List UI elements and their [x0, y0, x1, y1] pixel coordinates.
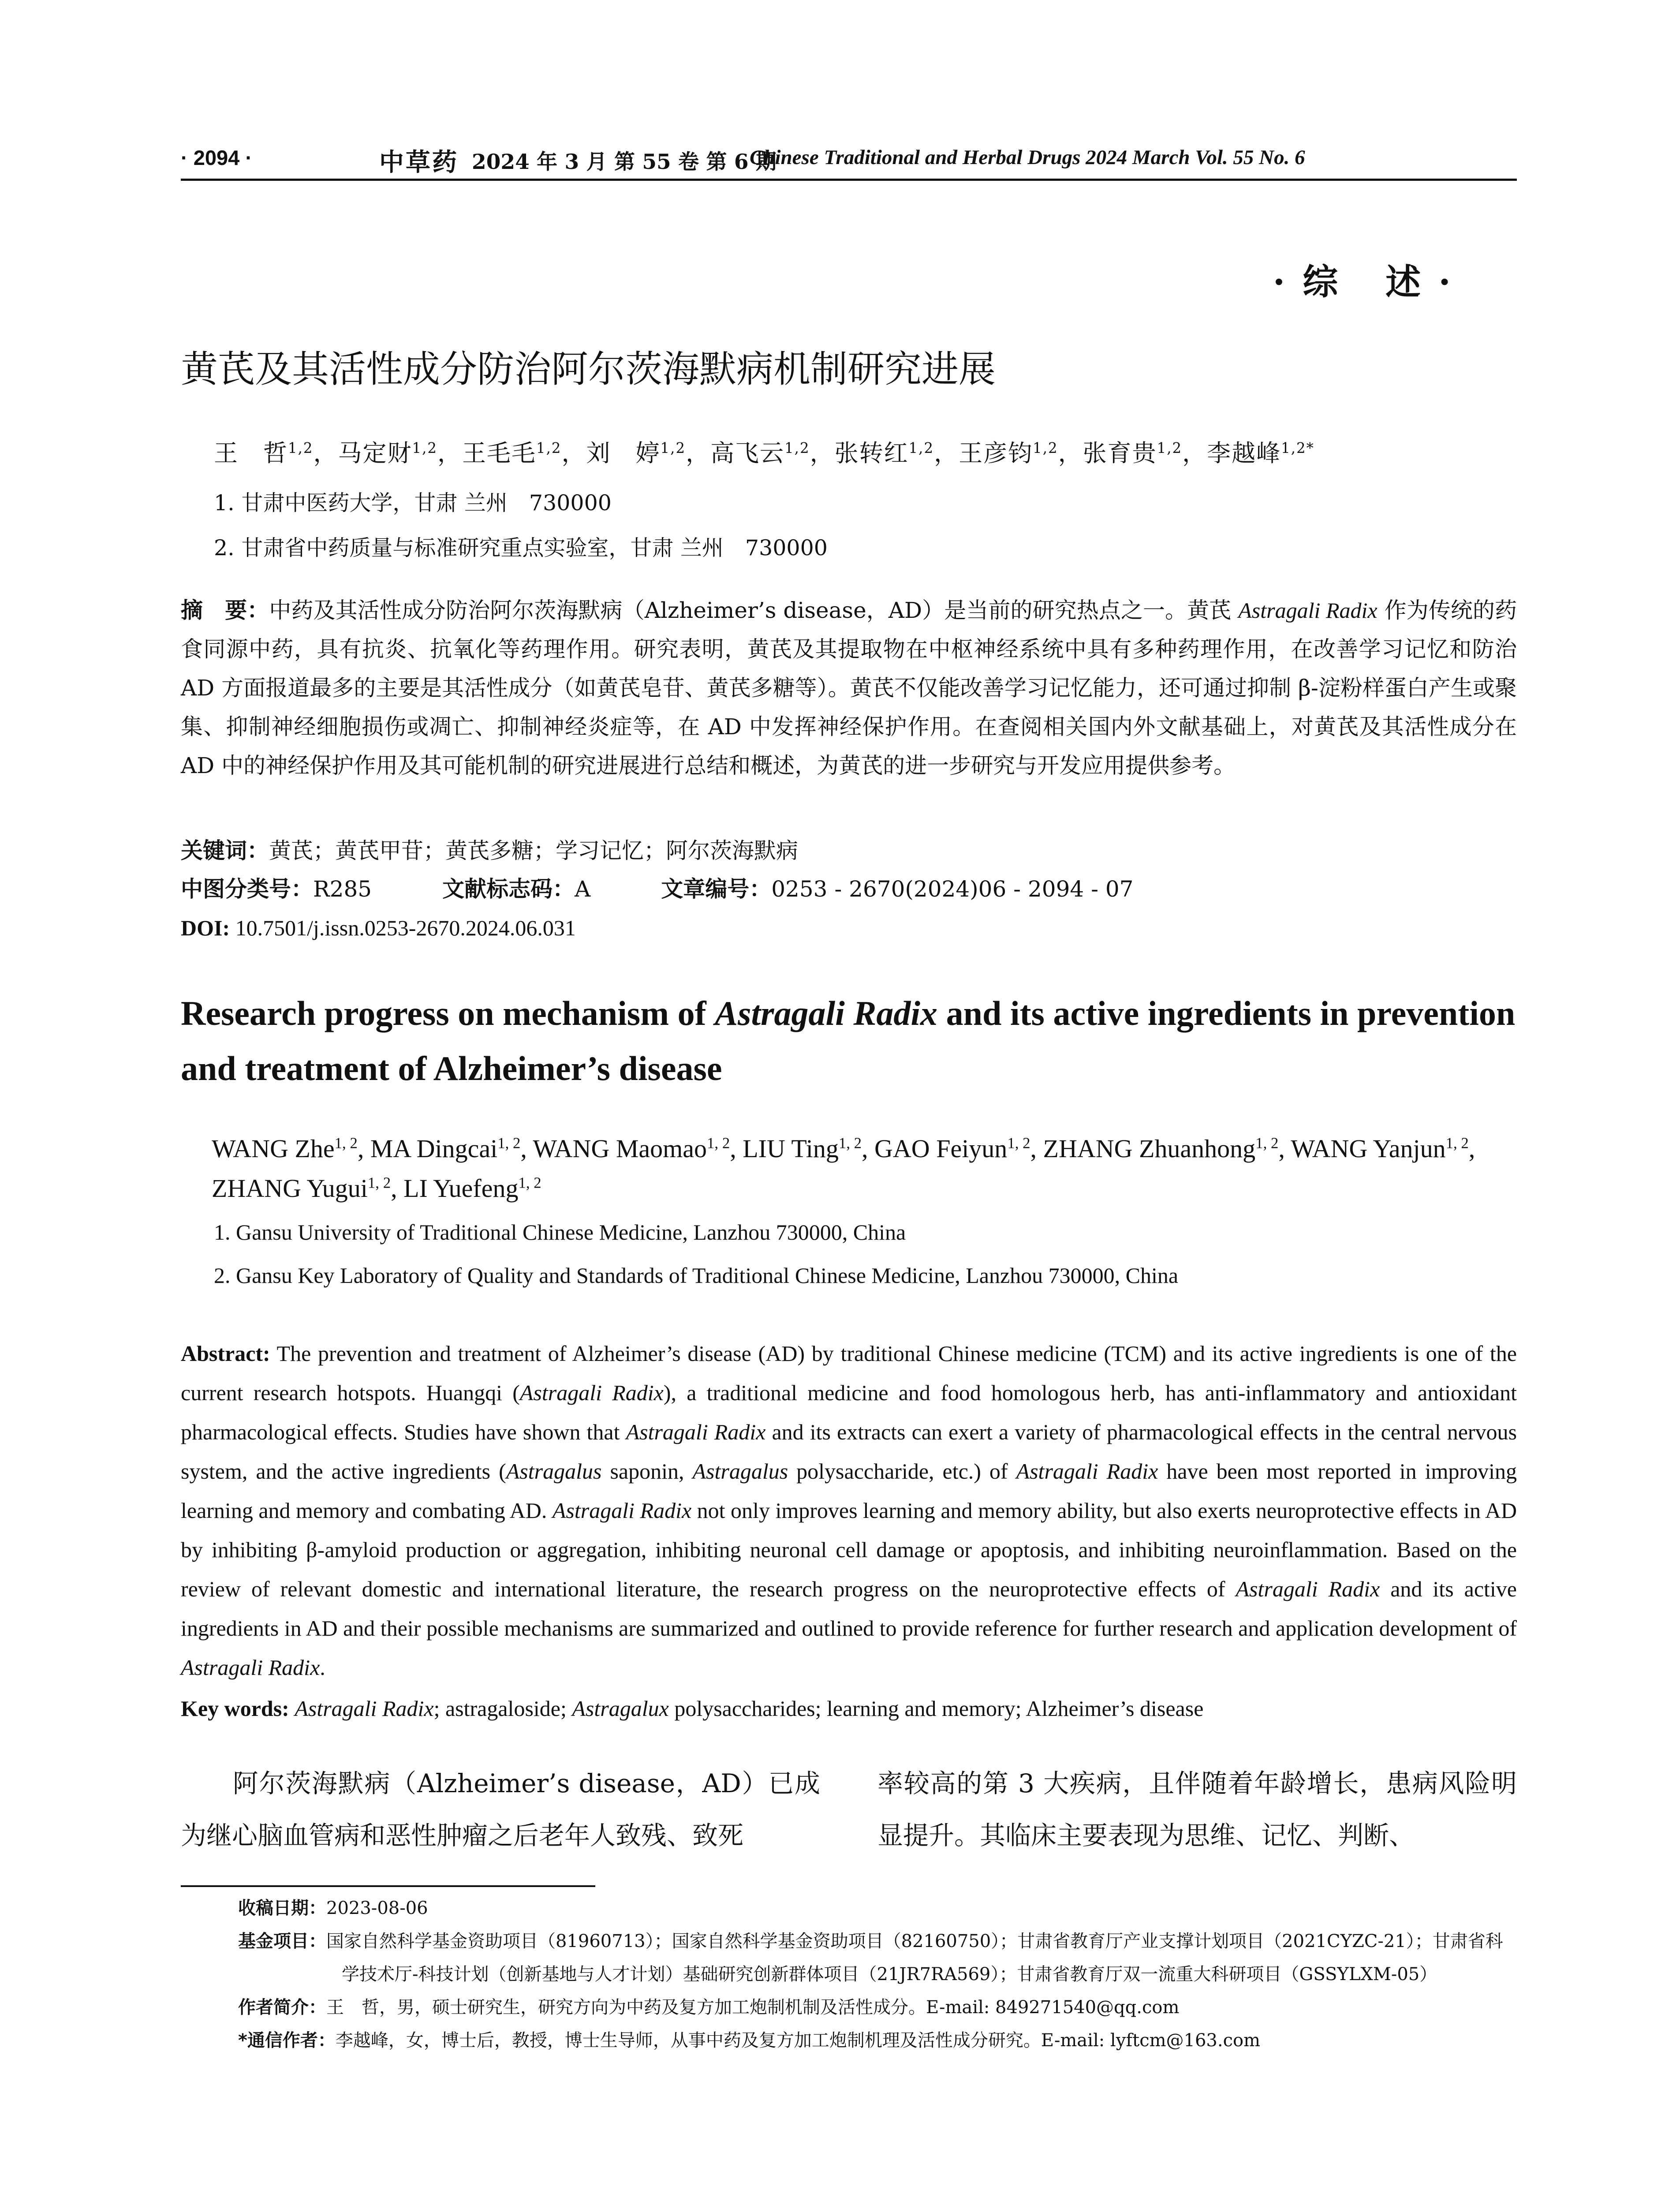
footnote-author [238, 1991, 1517, 2024]
author-affiliation-mark: 1, 2 [367, 1174, 391, 1192]
doc-code-value: A [575, 876, 591, 902]
keywords-en-italic: Astragalux [572, 1696, 669, 1721]
author-name: WANG Zhe [212, 1134, 335, 1163]
author-en [533, 1134, 730, 1163]
author-name: ZHANG Zhuanhong [1043, 1134, 1256, 1163]
author-name: MA Dingcai [370, 1134, 498, 1163]
title-en-italic: Astragali Radix [715, 994, 938, 1032]
author-en [1043, 1134, 1279, 1163]
title-en-part-1: Research progress on mechanism of [181, 994, 715, 1032]
journal-name-cn: 中草药 [379, 148, 459, 177]
author-affiliation-mark: 1,2 [908, 440, 934, 456]
author-cn [1083, 439, 1183, 467]
doi-value[interactable]: 10.7501/j.issn.0253-2670.2024.06.031 [235, 916, 576, 940]
footnote-fund [238, 1925, 1517, 1991]
keywords-en-text: ; astragaloside; [433, 1696, 572, 1721]
abstract-en-italic: Astragalus [692, 1459, 788, 1484]
author-affiliation-mark: 1,2 [536, 440, 562, 456]
author-name: GAO Feiyun [874, 1134, 1008, 1163]
abstract-cn-text-2: 作为传统的药食同源中药，具有抗炎、抗氧化等药理作用。研究表明，黄芪及其提取物在中枢神经系统中具有多种药理作用，在改善学习记忆和防治 AD 方面报道最多的主要是其活性成分（如黄芪皂苷、黄芪多糖等）。黄芪不仅能改善学习记忆能力，还可通过抑制 β-淀粉样蛋白产生或聚集、抑制神经细胞损伤或凋亡、抑制神经炎症等，在 AD 中发挥神经保护作用。在查阅相关国内外文献基础上，对黄芪及其活性成分在 AD 中的神经保护作用及其可能机制的研究进展进行总结和概述，为黄芪的进一步研究与开发应用提供参考。 [181, 598, 1517, 778]
author-affiliation-mark: 1,2 [1033, 440, 1058, 456]
abstract-cn-latin: Astragali Radix [1238, 598, 1378, 623]
keywords-en-text: polysaccharides; learning and memory; Alzheimer’s disease [668, 1696, 1204, 1721]
abstract-cn-text-1: 中药及其活性成分防治阿尔茨海默病（Alzheimer’s disease，AD）是当前的研究热点之一。黄芪 [269, 598, 1239, 623]
column-tag: ·综 述· [1273, 261, 1468, 303]
abstract-cn [181, 591, 1517, 785]
abstract-en-italic: Astragali Radix [1016, 1459, 1158, 1484]
keywords-cn-label: 关键词： [181, 838, 269, 863]
author-name: 张转红 [834, 439, 909, 467]
affiliation-cn-2: 2. 甘肃省中药质量与标准研究重点实验室，甘肃 兰州 730000 [214, 535, 828, 561]
author-name: WANG Maomao [533, 1134, 707, 1163]
author-affiliation-mark: 1,2* [1281, 440, 1314, 456]
abstract-en-seg: and its extracts can exert a variety of pharmacological effects in the central nervous system, and the active ingredients ( [181, 1420, 1517, 1484]
title-en [181, 986, 1517, 1096]
body-text-left: 阿尔茨海默病（Alzheimer’s disease，AD）已成为继心脑血管病和恶性肿瘤之后老年人致残、致死 [181, 1768, 820, 1850]
clc-label: 中图分类号： [181, 876, 313, 902]
author-en [212, 1174, 391, 1203]
abstract-en-seg: ), a traditional medicine and food homologous herb, has anti-inflammatory and antioxidant pharmacological effects. Studies have shown that [181, 1380, 1517, 1444]
author-name: ZHANG Yugui [212, 1174, 368, 1203]
title-en-part-2: and its active ingredients in prevention and treatment of Alzheimer’s disease [181, 994, 1516, 1088]
footnotes [238, 1892, 1517, 2057]
abstract-en [181, 1334, 1517, 1687]
author-affiliation-mark: 1, 2 [838, 1134, 862, 1152]
article-number-value: 0253 - 2670(2024)06 - 2094 - 07 [771, 876, 1134, 902]
running-header [181, 146, 1517, 179]
author-affiliation-mark: 1,2 [412, 440, 438, 456]
author-en [874, 1134, 1030, 1163]
abstract-en-italic: Astragali Radix [1236, 1577, 1380, 1601]
author-en [1291, 1134, 1468, 1163]
received-date: 2023-08-06 [326, 1898, 428, 1918]
authors-en: WANG Zhe$^{1, 2}$, MA Dingcai$^{1, 2}$, WANG Maomao$^{1, 2}$, LIU Ting$^{1, 2}$, GAO Feiyun$^{1, 2}$, ZHANG Zhuanhong$^{1, 2}$, WANG Yanjun$^{1, 2}$, ZHANG Yugui$^{1, 2}$, LI Yuefeng$^{1, 2}$ [212, 1134, 1475, 1203]
author-affiliation-mark: 1, 2 [1255, 1134, 1279, 1152]
abstract-en-italic: Astragali Radix [519, 1380, 664, 1405]
doi-line [181, 908, 1517, 947]
affiliations-cn [214, 481, 828, 571]
abstract-en-seg: polysaccharide, etc.) of [788, 1459, 1016, 1484]
doi-label: DOI: [181, 916, 230, 940]
author-cn [586, 439, 686, 467]
author-name: 张育贵 [1083, 439, 1157, 467]
author-affiliation-mark: 1, 2 [518, 1174, 541, 1192]
author-cn [835, 439, 934, 467]
corresponding-text: 李越峰，女，博士后，教授，博士生导师，从事中药及复方加工炮制机理及活性成分研究。E-mail: lyftcm@163.com [335, 2030, 1261, 2051]
author-cn [959, 439, 1058, 467]
author-affiliation-mark: 1,2 [1157, 440, 1183, 456]
author-name: 王 哲 [214, 439, 288, 467]
author-en [743, 1134, 862, 1163]
author-affiliation-mark: 1,2 [784, 440, 810, 456]
footnote-corresponding [238, 2024, 1517, 2057]
author-name: 王彦钧 [959, 439, 1033, 467]
affiliation-cn-1: 1. 甘肃中医药大学，甘肃 兰州 730000 [214, 490, 612, 516]
author-affiliation-mark: 1, 2 [1007, 1134, 1030, 1152]
author-affiliation-mark: 1, 2 [334, 1134, 358, 1152]
abstract-en-italic: Astragali Radix [552, 1498, 692, 1523]
author-name: 李越峰 [1207, 439, 1281, 467]
fund-label: 基金项目： [238, 1931, 326, 1951]
received-label: 收稿日期： [238, 1898, 326, 1918]
author-en [212, 1134, 358, 1163]
body-column-left [181, 1757, 820, 1861]
header-rule [181, 179, 1517, 181]
body-column-right [877, 1757, 1517, 1861]
page-number: · 2094 · [181, 146, 252, 169]
classification-line [181, 870, 1517, 908]
body-text-right: 率较高的第 3 大疾病，且伴随着年龄增长，患病风险明显提升。其临床主要表现为思维、记忆、判断、 [877, 1768, 1517, 1850]
keywords-en [181, 1689, 1517, 1728]
abstract-en-seg: not only improves learning and memory ability, but also exerts neuroprotective effects in AD by inhibiting β-amyloid production or aggregation, inhibiting neuronal cell damage or apoptosis, and inhibiting neuroinflammation. Based on the review of relevant domestic and international literature, the research progress on the neuroprotective effects of [181, 1498, 1517, 1601]
author-name: WANG Yanjun [1291, 1134, 1446, 1163]
author-affiliation-mark: 1, 2 [1445, 1134, 1469, 1152]
title-cn: 黄芪及其活性成分防治阿尔茨海默病机制研究进展 [181, 348, 996, 391]
author-bio-text: 王 哲，男，硕士研究生，研究方向为中药及复方加工炮制机制及活性成分。E-mail: 849271540@qq.com [326, 1997, 1180, 2018]
authors-cn: 王 哲$^{1,2}$，马定财$^{1,2}$，王毛毛$^{1,2}$，刘 婷$^{1,2}$，高飞云$^{1,2}$，张转红$^{1,2}$，王彦钧$^{1,2}$，张育贵$^{1,2}$，李越峰$^{1,2*}$ [214, 439, 1314, 467]
author-affiliation-mark: 1,2 [660, 440, 686, 456]
affiliation-en-2: 2. Gansu Key Laboratory of Quality and Standards of Traditional Chinese Medicine, Lanzhou 730000, China [214, 1263, 1179, 1288]
abstract-en-seg: have been most reported in improving learning and memory and combating AD. [181, 1459, 1517, 1523]
footnote-rule [181, 1885, 595, 1887]
abstract-en-seg: saponin, [601, 1459, 693, 1484]
keywords-cn [181, 831, 1517, 870]
abstract-en-italic: Astragali Radix [181, 1655, 320, 1680]
author-en [370, 1134, 521, 1163]
abstract-en-italic: Astragalus [506, 1459, 602, 1484]
affiliation-en-1: 1. Gansu University of Traditional Chinese Medicine, Lanzhou 730000, China [214, 1220, 906, 1245]
author-name: 马定财 [338, 439, 412, 467]
doc-code-label: 文献标志码： [442, 876, 575, 902]
author-name: LI Yuefeng [403, 1174, 519, 1203]
abstract-cn-label: 摘 要： [181, 598, 269, 623]
abstract-en-seg: and its active ingredients in AD and their possible mechanisms are summarized and outlined to provide reference for further research and application development of [181, 1577, 1517, 1641]
abstract-en-seg: The prevention and treatment of Alzheimer’s disease (AD) by traditional Chinese medicine (TCM) and its active ingredients is one of the current research hotspots. Huangqi ( [181, 1341, 1517, 1405]
author-affiliation-mark: 1, 2 [707, 1134, 730, 1152]
abstract-en-italic: Astragali Radix [626, 1420, 766, 1444]
author-bio-label: 作者简介： [238, 1997, 326, 2018]
keywords-cn-text: 黄芪；黄芪甲苷；黄芪多糖；学习记忆；阿尔茨海默病 [269, 838, 798, 863]
author-name: 王毛毛 [462, 439, 537, 467]
issue-info-en: Chinese Traditional and Herbal Drugs 2024 March Vol. 55 No. 6 [750, 146, 1305, 169]
article-number-label: 文章编号： [661, 876, 772, 902]
issue-info-cn: 2024 年 3 月 第 55 卷 第 6 期 [472, 150, 777, 174]
author-name: 刘 婷 [586, 439, 661, 467]
author-name: 高飞云 [710, 439, 785, 467]
author-cn [1207, 439, 1314, 467]
affiliations-en [214, 1211, 1178, 1297]
abstract-en-label: Abstract: [181, 1341, 270, 1366]
author-cn [462, 439, 562, 467]
abstract-en-seg: . [320, 1655, 325, 1680]
keywords-en-italic: Astragali Radix [295, 1696, 434, 1721]
author-affiliation-mark: 1, 2 [497, 1134, 521, 1152]
clc-value: R285 [313, 876, 372, 902]
author-cn [710, 439, 810, 467]
author-en [403, 1174, 541, 1203]
author-affiliation-mark: 1,2 [288, 440, 314, 456]
fund-text: 国家自然科学基金资助项目（81960713）；国家自然科学基金资助项目（82160750）；甘肃省教育厅产业支撑计划项目（2021CYZC-21）；甘肃省科学技术厅-科技计划（创新基地与人才计划）基础研究创新群体项目（21JR7RA569）；甘肃省教育厅双一流重大科研项目（GSSYLXM-05） [326, 1931, 1503, 1984]
keywords-en-label: Key words: [181, 1696, 289, 1721]
corresponding-label: *通信作者： [238, 2030, 336, 2051]
author-cn [338, 439, 438, 467]
author-name: LIU Ting [743, 1134, 839, 1163]
author-cn [214, 439, 314, 467]
footnote-received [238, 1892, 1517, 1925]
